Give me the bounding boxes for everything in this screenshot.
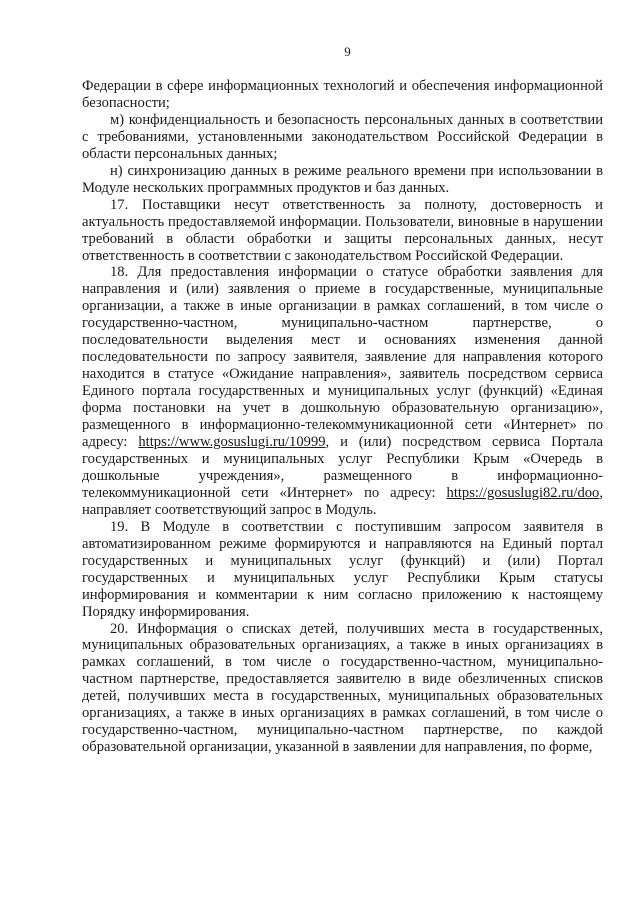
paragraph-19: 19. В Модуле в соответствии с поступившим запросом заявителя в автоматизированном режиме формируются и направляются на Единый портал государственных и муниципальных услуг (функций) и (или) Портал государственных и муниципальных услуг Республики Крым статусы информирования и комментарии к ним согласно приложению к настоящему Порядку информирования. [82,518,603,620]
paragraph-17: 17. Поставщики несут ответственность за полноту, достоверность и актуальность предоставляемой информации. Пользователи, виновные в нарушении требований в области обработки и защиты персональных данных, несут ответственность в соответствии с законодательством Российской Федерации. [82,196,603,264]
page-number: 9 [344,44,351,59]
paragraph-18-text-2: , и (или) посредством сервиса Портала государственных и муниципальных услуг Республики Крым «Очередь в дошкольные учреждения», размещенного в информационно-телекоммуникационной сети «Интернет» по адресу: [82,434,603,501]
gosuslugi82-link[interactable]: https://gosuslugi82.ru/doo [446,484,600,501]
gosuslugi-link[interactable]: https://www.gosuslugi.ru/10999 [138,434,326,451]
paragraph-item-m: м) конфиденциальность и безопасность персональных данных в соответствии с требованиями, установленными законодательством Российской Федерации в области персональных данных; [82,111,603,162]
paragraph-18-text-1: 18. Для предоставления информации о статусе обработки заявления для направления и (или) заявления о приеме в государственные, муниципальные организации, а также в иные организации в рамках соглашений, в том числе о государственно-частном, муниципально-частном партнерстве, о последовательности выделения мест и основаниях изменения данной последовательности по запросу заявителя, заявление для направления которого находится в статусе «Ожидание направления», заявитель посредством сервиса Единого портала государственных и муниципальных услуг (функций) «Единая форма постановки на учет в дошкольную образовательную организацию», размещенного в информационно-телекоммуникационной сети «Интернет» по адресу: [82,264,603,451]
paragraph-20: 20. Информация о списках детей, получивших места в государственных, муниципальных образовательных организациях, а также в иных организациях в рамках соглашений, в том числе о государственно-частном, муниципально-частном партнерстве, предоставляется заявителю в виде обезличенных списков детей, получивших места в государственных, муниципальных образовательных организациях, а также в иных организациях в рамках соглашений, в том числе о государственно-частном, муниципально-частном партнерстве, по каждой образовательной организации, указанной в заявлении для направления, по форме, [82,620,603,756]
paragraph-item-n: н) синхронизацию данных в режиме реального времени при использовании в Модуле нескольких программных продуктов и баз данных. [82,162,603,196]
paragraph-18-text-3: , направляет соответствующий запрос в Модуль. [82,484,604,518]
paragraph-18 [82,264,603,518]
paragraph-federation-it: Федерации в сфере информационных технологий и обеспечения информационной безопасности; [82,78,603,111]
